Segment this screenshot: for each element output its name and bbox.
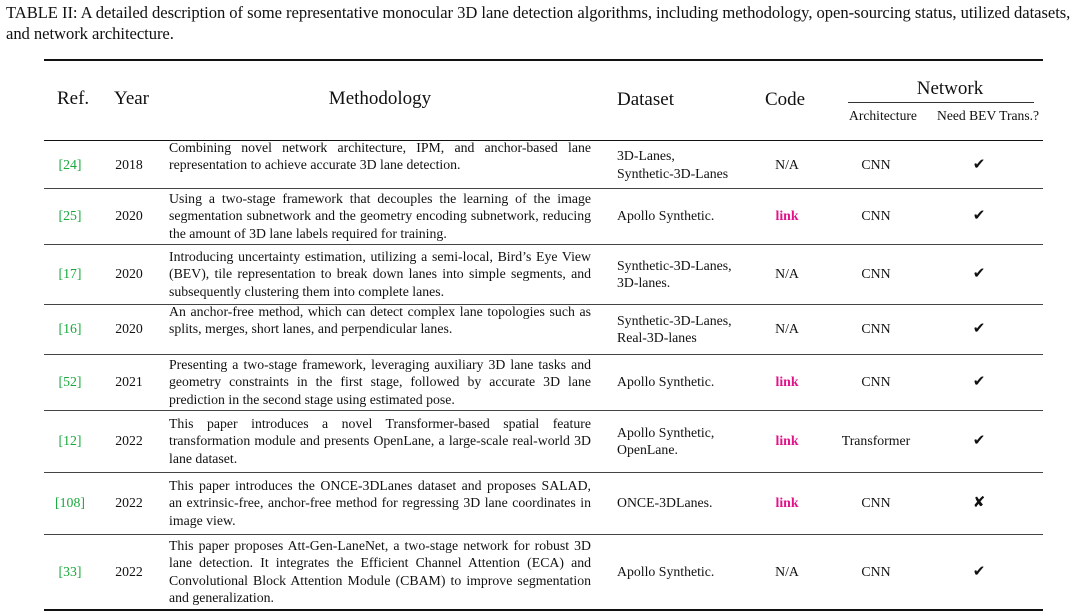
reference-link[interactable]: [12] [58, 433, 82, 449]
methodology-cell: This paper introduces the ONCE-3DLanes dataset and proposes SALAD, an extrinsic-free, anchor-free method for regressing 3D lane coordinates in image view. [169, 478, 591, 528]
check-icon: ✔ [972, 561, 986, 580]
code-cell: N/A [775, 563, 799, 579]
dataset-line: 3D-Lanes, [617, 148, 675, 164]
dataset-cell [617, 373, 747, 390]
dataset-line: Apollo Synthetic. [617, 374, 715, 390]
dataset-cell [617, 147, 747, 181]
check-icon: ✔ [972, 206, 986, 224]
methodology-cell: Using a two-stage framework that decouples the learning of the image segmentation subnetwork and the geometry encoding subnetwork, reducing the amount of 3D lane labels required for training. [169, 191, 591, 241]
check-icon: ✔ [972, 431, 986, 449]
methodology-cell: Combining novel network architecture, IPM, and anchor-based lane representation to achieve accurate 3D lane detection. [169, 139, 591, 172]
methodology-cell: This paper proposes Att-Gen-LaneNet, a two-stage network for robust 3D lane detection. It integrates the Efficient Channel Attention (ECA) and Convolutional Block Attention Module (CBAM) to improve segmentation and generalization. [169, 538, 591, 605]
dataset-line: Apollo Synthetic. [617, 563, 715, 579]
dataset-cell [617, 257, 747, 291]
dataset-line: 3D-lanes. [617, 275, 671, 290]
reference-link[interactable]: [52] [58, 374, 82, 390]
row-divider [44, 354, 1043, 355]
architecture-cell: CNN [861, 563, 891, 579]
architecture-cell: CNN [861, 266, 891, 282]
reference-link[interactable]: [108] [55, 495, 85, 511]
table-caption: TABLE II: A detailed description of some representative monocular 3D lane detection algorithms, including methodology, open-sourcing status, utilized datasets, and network architecture. [6, 3, 1071, 43]
bottom-rule [44, 609, 1043, 611]
architecture-cell: CNN [861, 495, 891, 511]
check-icon: ✔ [972, 372, 986, 390]
architecture-cell: CNN [861, 208, 891, 224]
header-year: Year [114, 88, 150, 109]
year-cell: 2021 [115, 374, 143, 390]
check-icon: ✔ [972, 154, 986, 173]
reference-link[interactable]: [16] [58, 321, 82, 337]
architecture-cell: CNN [861, 156, 891, 172]
row-divider [44, 534, 1043, 535]
year-cell: 2020 [115, 208, 143, 224]
architecture-cell: CNN [861, 374, 891, 390]
row-divider [44, 188, 1043, 189]
architecture-cell: Transformer [841, 433, 911, 449]
cross-icon: ✘ [972, 493, 986, 511]
header-methodology: Methodology [328, 88, 432, 109]
reference-link[interactable]: [33] [58, 563, 82, 579]
header-architecture: Architecture [849, 108, 917, 123]
year-cell: 2020 [115, 321, 143, 337]
check-icon: ✔ [972, 264, 986, 282]
code-cell: N/A [775, 266, 799, 282]
code-link[interactable]: link [775, 433, 799, 449]
methodology-cell: An anchor-free method, which can detect complex lane topologies such as splits, merges, short lanes, and perpendicular lanes. [169, 304, 591, 337]
reference-link[interactable]: [24] [58, 156, 82, 172]
reference-link[interactable]: [25] [58, 208, 82, 224]
year-cell: 2022 [115, 495, 143, 511]
top-rule [44, 59, 1043, 61]
dataset-cell [617, 312, 747, 346]
dataset-line: Synthetic-3D-Lanes, [617, 312, 732, 328]
dataset-line: Apollo Synthetic. [617, 208, 715, 224]
dataset-cell [617, 563, 747, 580]
network-underline [848, 102, 1034, 103]
code-cell: N/A [775, 156, 799, 172]
code-cell: N/A [775, 321, 799, 337]
row-divider [44, 472, 1043, 473]
dataset-cell [617, 207, 747, 224]
year-cell: 2020 [115, 266, 143, 282]
reference-link[interactable]: [17] [58, 266, 82, 282]
dataset-line: Real-3D-lanes [617, 330, 697, 345]
header-need-bev: Need BEV Trans.? [937, 108, 1040, 123]
methodology-cell: This paper introduces a novel Transformer-based spatial feature transformation module and presents OpenLane, a large-scale real-world 3D lane dataset. [169, 416, 591, 466]
dataset-line: OpenLane. [617, 442, 678, 457]
row-divider [44, 410, 1043, 411]
year-cell: 2022 [115, 563, 143, 579]
code-link[interactable]: link [775, 495, 799, 511]
dataset-cell [617, 424, 747, 458]
methodology-cell: Presenting a two-stage framework, leveraging auxiliary 3D lane tasks and geometry constraints in the first stage, followed by accurate 3D lane prediction in the second stage using estimated pose. [169, 357, 591, 407]
code-link[interactable]: link [775, 374, 799, 390]
architecture-cell: CNN [861, 321, 891, 337]
dataset-cell [617, 494, 747, 511]
dataset-line: Synthetic-3D-Lanes, [617, 257, 732, 273]
methodology-cell: Introducing uncertainty estimation, utilizing a semi-local, Bird’s Eye View (BEV), tile representation to break down lanes into simple segments, and subsequently clustering them into complete lanes. [169, 249, 591, 299]
code-link[interactable]: link [775, 208, 799, 224]
year-cell: 2018 [115, 156, 143, 172]
header-network: Network [916, 78, 984, 99]
dataset-line: ONCE-3DLanes. [617, 495, 713, 511]
header-dataset: Dataset [617, 89, 674, 110]
header-code: Code [764, 89, 806, 110]
header-ref: Ref. [57, 88, 90, 109]
dataset-line: Synthetic-3D-Lanes [617, 165, 729, 181]
dataset-line: Apollo Synthetic, [617, 424, 715, 440]
row-divider [44, 244, 1043, 245]
year-cell: 2022 [115, 433, 143, 449]
check-icon: ✔ [972, 319, 986, 337]
